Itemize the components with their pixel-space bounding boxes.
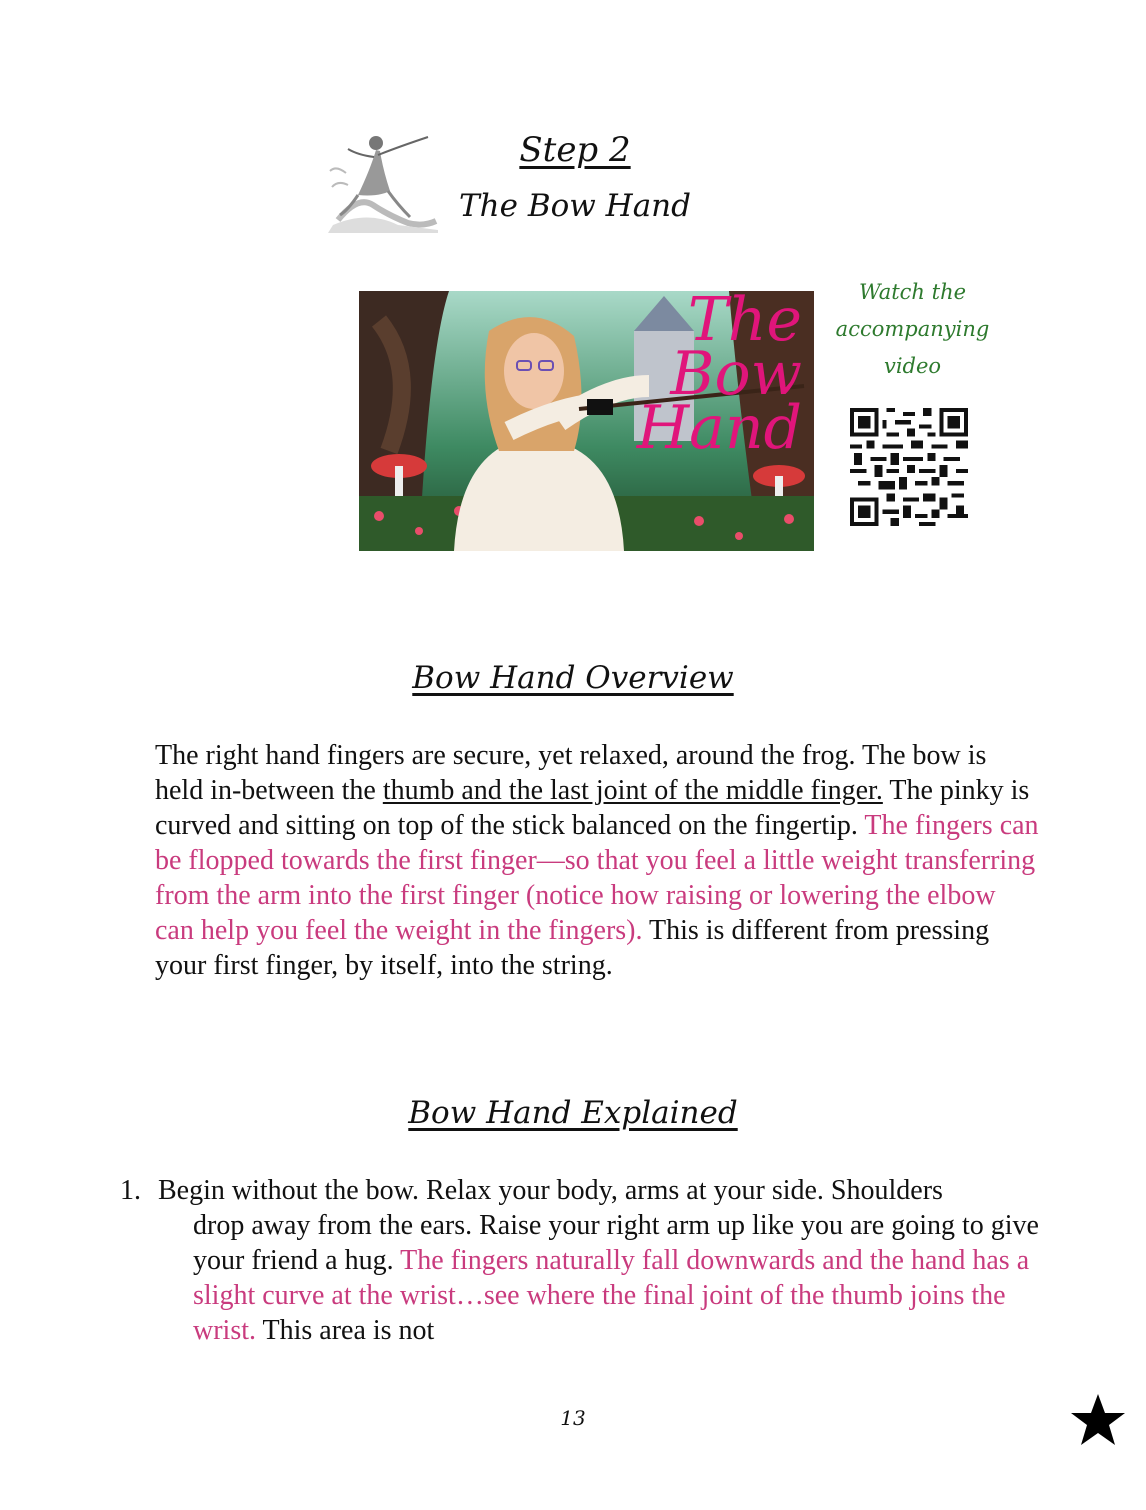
list-item-end-text: This area is not — [256, 1315, 435, 1346]
list-item-text — [158, 1173, 1040, 1348]
overlay-line: Bow — [670, 339, 802, 409]
list-item-black-text: drop away from the ears. Raise your right arm up like you are going to give your friend a hug. — [193, 1210, 1039, 1276]
list-item-number: 1. — [120, 1175, 141, 1206]
dancer-sketch-illustration — [328, 125, 438, 233]
explained-heading: Bow Hand Explained — [408, 1095, 738, 1131]
step-title: Step 2 — [519, 130, 631, 170]
overlay-line: The — [687, 291, 802, 355]
list-item — [120, 1173, 1040, 1348]
watch-video-caption — [830, 274, 995, 385]
overview-text-part3: This is different from pressing your first finger, by itself, into the string. — [155, 915, 990, 981]
watch-line: accompanying — [835, 317, 990, 341]
overview-underlined-text: thumb and the last joint of the middle finger. — [382, 775, 883, 806]
qr-code-icon[interactable] — [850, 408, 968, 526]
list-item-continuation — [158, 1208, 1040, 1348]
overview-highlight-text: The fingers can be flopped towards the first finger—so that you feel a little weight transferring from the arm into the first finger (notice how raising or lowering the elbow can help you feel the weight in the fingers). — [155, 810, 1039, 946]
watch-line: Watch the — [858, 280, 967, 304]
overview-paragraph — [155, 738, 1040, 983]
list-item-highlight-text: The fingers naturally fall downwards and the hand has a slight curve at the wrist…see where the final joint of the thumb joins the wrist. — [193, 1245, 1030, 1346]
star-icon — [1070, 1392, 1126, 1448]
overview-text-part2: The pinky is curved and sitting on top of the stick balanced on the fingertip. — [155, 775, 1030, 841]
overview-text-part1: The right hand fingers are secure, yet relaxed, around the frog. The bow is held in-between the — [155, 740, 987, 806]
watch-line: video — [883, 354, 942, 378]
page-number: 13 — [560, 1406, 586, 1430]
overlay-line: Hand — [636, 393, 802, 463]
video-thumbnail[interactable] — [359, 291, 814, 551]
video-overlay-title — [636, 291, 802, 463]
overview-heading: Bow Hand Overview — [412, 660, 734, 696]
step-subtitle: The Bow Hand — [458, 188, 691, 224]
list-item-first-line: Begin without the bow. Relax your body, arms at your side. Shoulders — [158, 1175, 943, 1206]
